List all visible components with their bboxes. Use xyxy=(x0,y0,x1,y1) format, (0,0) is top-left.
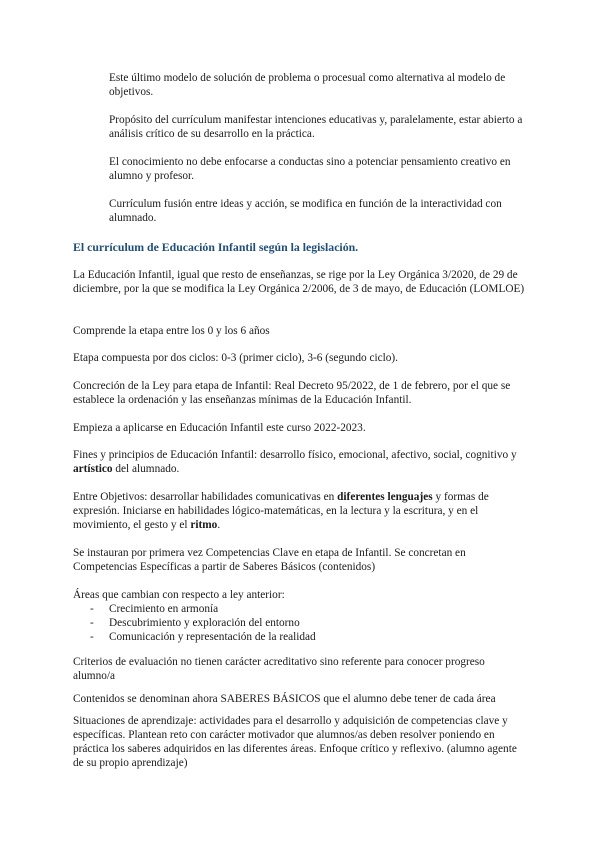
paragraph-objetivos xyxy=(73,490,529,532)
section-heading: El currículum de Educación Infantil según la legislación. xyxy=(73,240,359,254)
paragraph-fines xyxy=(73,448,529,476)
paragraph-competencias: Se instauran por primera vez Competencias Clave en etapa de Infantil. Se concretan en Competencias Específicas a partir de Saberes Básicos (contenidos) xyxy=(73,547,466,573)
paragraph-curso: Empieza a aplicarse en Educación Infantil este curso 2022-2023. xyxy=(73,422,366,434)
areas-block xyxy=(73,588,529,644)
objetivos-text-2: y formas de expresión. Iniciarse en habilidades lógico-matemáticas, en la lectura y la escritura, y en el movimiento, el gesto y el xyxy=(73,491,489,531)
objetivos-bold-1: diferentes lenguajes xyxy=(337,491,433,503)
dash-bullet: - xyxy=(90,603,94,615)
dash-bullet: - xyxy=(90,617,94,629)
fines-bold: artístico xyxy=(73,463,113,475)
area-label: Descubrimiento y exploración del entorno xyxy=(109,617,300,629)
list-item xyxy=(73,630,529,644)
paragraph-criterios: Criterios de evaluación no tienen carácter acreditativo sino referente para conocer progreso alumno/a xyxy=(73,656,485,682)
indented-paragraph-4: Currículum fusión entre ideas y acción, se modifica en función de la interactividad con alumnado. xyxy=(109,198,502,224)
list-item xyxy=(73,602,529,616)
list-item xyxy=(73,616,529,630)
objetivos-text-1: Entre Objetivos: desarrollar habilidades comunicativas en xyxy=(73,491,338,503)
indented-paragraph-2: Propósito del currículum manifestar intenciones educativas y, paralelamente, estar abierto a análisis crítico de su desarrollo en la práctica. xyxy=(109,114,523,140)
paragraph-contenidos: Contenidos se denominan ahora SABERES BÁSICOS que el alumno debe tener de cada área xyxy=(73,693,496,705)
paragraph-situaciones: Situaciones de aprendizaje: actividades para el desarrollo y adquisición de competencias clave y específicas. Plantean reto con carácter motivador que alumnos/as deben resolver poniendo en práctica los saberes adquiridos en las diferentes áreas. Enfoque crítico y reflexivo. (alumno agente de su propio aprendizaje) xyxy=(73,715,517,769)
area-label: Comunicación y representación de la realidad xyxy=(109,631,316,643)
paragraph-etapa: Comprende la etapa entre los 0 y los 6 años xyxy=(73,325,270,337)
paragraph-concrecion: Concreción de la Ley para etapa de Infantil: Real Decreto 95/2022, de 1 de febrero, por el que se establece la ordenación y las enseñanzas mínimas de la Educación Infantil. xyxy=(73,380,511,406)
indented-paragraph-1: Este último modelo de solución de problema o procesual como alternativa al modelo de objetivos. xyxy=(109,72,506,98)
area-label: Crecimiento en armonía xyxy=(109,603,219,615)
areas-intro: Áreas que cambian con respecto a ley anterior: xyxy=(73,589,285,601)
paragraph-ciclos: Etapa compuesta por dos ciclos: 0-3 (primer ciclo), 3-6 (segundo ciclo). xyxy=(73,352,398,364)
fines-text-end: del alumnado. xyxy=(112,463,180,475)
objetivos-text-3: . xyxy=(217,519,221,531)
dash-bullet: - xyxy=(90,631,94,643)
indented-paragraph-3: El conocimiento no debe enfocarse a conductas sino a potenciar pensamiento creativo en alumno y profesor. xyxy=(109,156,511,182)
objetivos-bold-2: ritmo xyxy=(190,519,218,531)
fines-text: Fines y principios de Educación Infantil: desarrollo físico, emocional, afectivo, social, cognitivo y xyxy=(73,449,517,461)
areas-list xyxy=(73,602,529,644)
paragraph-ley: La Educación Infantil, igual que resto de enseñanzas, se rige por la Ley Orgánica 3/2020, de 29 de diciembre, por la que se modifica la Ley Orgánica 2/2006, de 3 de mayo, de Educación (LOMLOE) xyxy=(73,269,525,295)
